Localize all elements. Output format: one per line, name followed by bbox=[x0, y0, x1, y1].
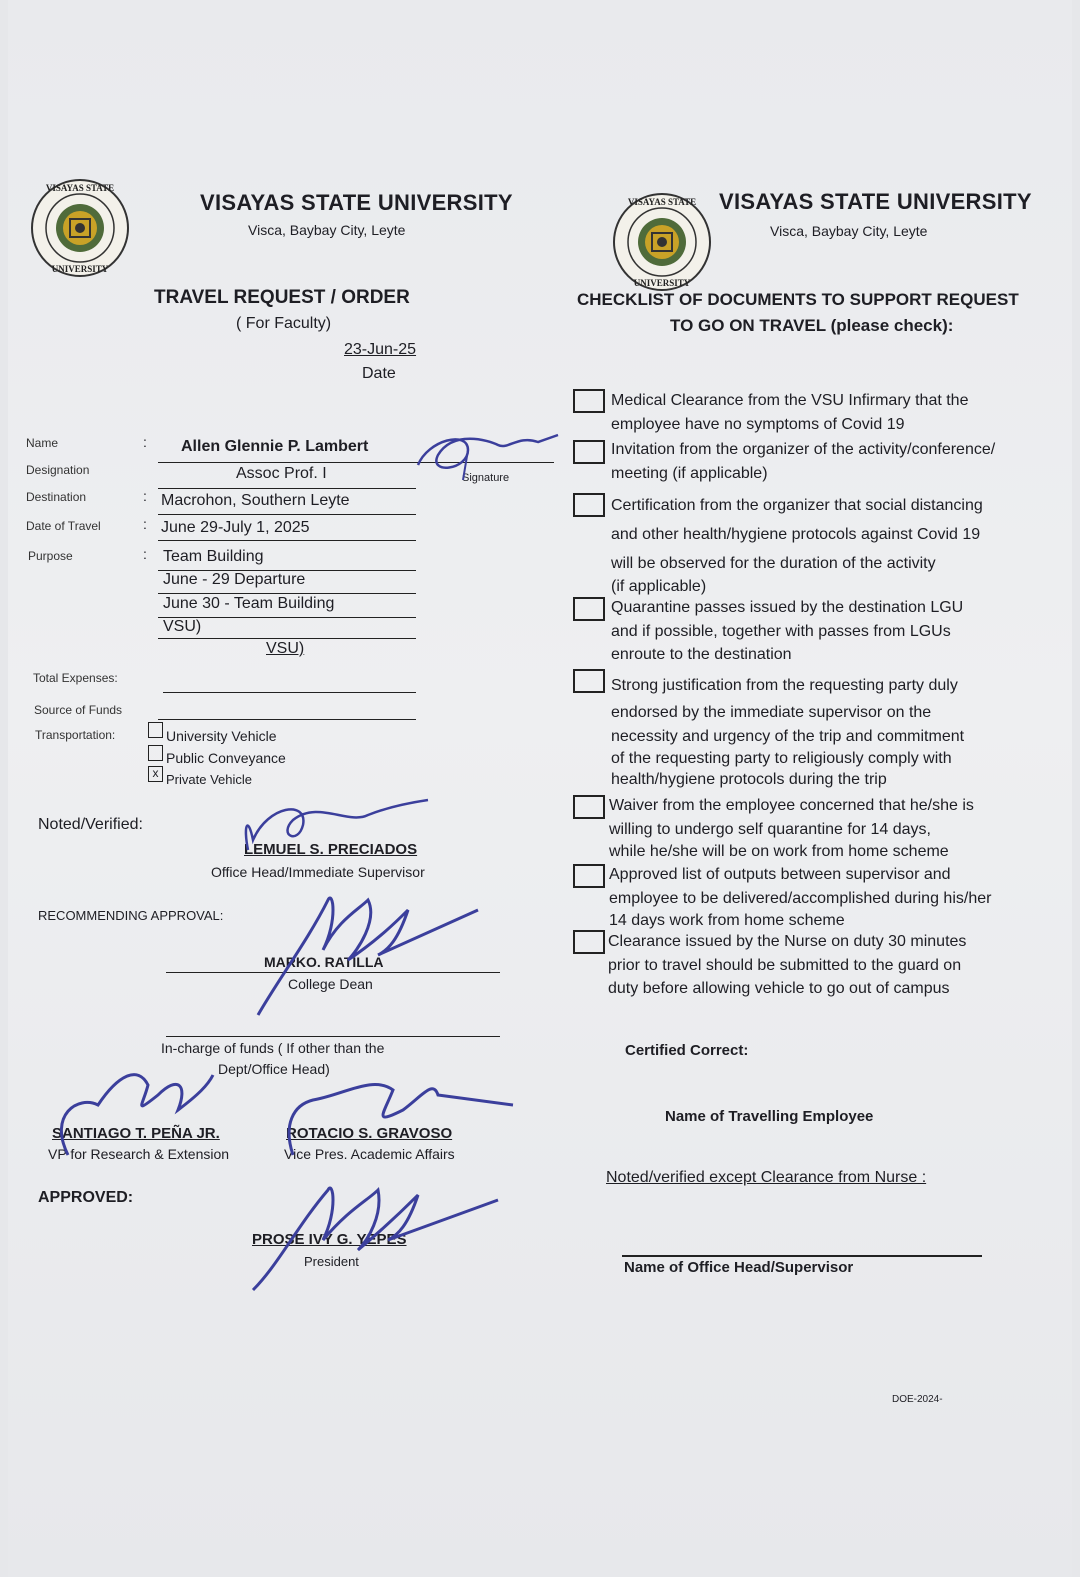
checklist-university-address: Visca, Baybay City, Leyte bbox=[770, 223, 928, 239]
designation-value: Assoc Prof. I bbox=[236, 465, 327, 482]
checklist-item-2: Invitation from the organizer of the activity/conference/ meeting (if applicable) bbox=[611, 441, 996, 482]
seal-bottom-text: UNIVERSITY bbox=[51, 264, 109, 274]
in-charge-funds-label: In-charge of funds ( If other than the bbox=[161, 1040, 385, 1056]
purpose-line-1: Team Building bbox=[163, 548, 264, 565]
seal-top-text: VISAYAS STATE bbox=[45, 183, 115, 193]
transportation-label: Transportation: bbox=[35, 728, 116, 742]
source-of-funds-label: Source of Funds bbox=[34, 703, 123, 717]
university-seal-icon bbox=[612, 192, 712, 292]
president-title: President bbox=[304, 1254, 359, 1269]
seal-bottom-text: UNIVERSITY bbox=[633, 278, 691, 288]
checklist-title-1: CHECKLIST OF DOCUMENTS TO SUPPORT REQUEST bbox=[577, 290, 1019, 309]
checklist-university-name: VISAYAS STATE UNIVERSITY bbox=[719, 189, 1032, 214]
form-code: DOE-2024- bbox=[892, 1394, 943, 1405]
document-page: VISAYAS STATE UNIVERSITY VISAYAS STATE UNIVERSITY Visca, Baybay City, Leyte TRAVEL REQUEST / ORDER ( For Faculty) 23-Jun-25 Date Name : Allen Glennie P. Lambert Signature Designation Assoc Prof. I Destination : Macrohon, Southern Leyte Date of Travel : June 29-July 1, 2025 Purpose : Team Building June - 29 Departure June 30 - Team Building VSU) VSU) Total Expenses: Source of Funds Transportation: University Vehicle Public Conveyance x Private Vehicle Noted/Verified: LEMUEL S. PRECIADOS Office Head/Immediate Supervisor RECOMMENDING APPROVAL: MARKO. RATILLA College Dean In-charge of funds ( If other than the Dept/Office Head) SANTIAGO T. PEÑA JR. VP for Research & Extension ROTACIO S. GRAVOSO Vice Pres. Academic Affairs APPROVED: PROSE IVY G. YEPES President VISAYAS STATE UNIVERSITY VISAYAS STATE UNIVERSITY Visca, Baybay City, Leyte CHECKLIST OF DOCUMENTS TO SUPPORT REQUEST TO GO ON TRAVEL (please check): Medical Clearance from the VSU Infirmary that the employee have no symptoms of Covid 19 Invitation from the organizer of the activity/conference/ meeting (if applicable) Certification from the organizer that social distancing and other health/hygiene protocols against Covid 19 will be observed for the duration of the activity (if applicable) Quarantine passes issued by the destination LGU and if possible, together with passes from LGUs enroute to the destination Strong justification from the requesting party duly endorsed by the immediate supervisor on the necessity and urgency of the trip and commitment of the requesting party to religiously comply with health/hygiene protocols during the trip Waiver from the employee concerned that he/she is willing to undergo self quarantine for 14 days, while he/she will be on work from home scheme Approved list of outputs between supervisor and employee to be delivered/accomplished during his/her 14 days work from home scheme Clearance issued by the Nurse on duty 30 minutes prior to travel should be submitted to the guard on duty before allowing vehicle to go out of campus Certified Correct: Name of Travelling Employee Noted/verified except Clearance from Nurse : Name of Office Head/Supervisor DOE-2024- bbox=[8, 0, 1072, 1577]
date-of-travel-label: Date of Travel bbox=[26, 519, 101, 533]
recommending-approval-label: RECOMMENDING APPROVAL: bbox=[38, 908, 224, 923]
purpose-line-2: June - 29 Departure bbox=[163, 571, 306, 588]
form-subtitle: ( For Faculty) bbox=[236, 315, 332, 332]
date-of-travel-value: June 29-July 1, 2025 bbox=[161, 519, 310, 536]
purpose-line-3: June 30 - Team Building bbox=[163, 595, 335, 612]
checklist-checkbox-1[interactable] bbox=[573, 389, 605, 413]
checklist-item-3: Certification from the organizer that social distancing and other health/hygiene protocols against Covid 19 will be observed for the duration of the activity (if applicable) bbox=[611, 497, 983, 595]
noted-by-name: LEMUEL S. PRECIADOS bbox=[244, 841, 418, 858]
noted-signature bbox=[228, 795, 438, 855]
checklist-checkbox-2[interactable] bbox=[573, 440, 605, 464]
university-vehicle-checkbox[interactable] bbox=[148, 722, 163, 738]
purpose-line-4: VSU) bbox=[163, 618, 202, 635]
office-head-label: Name of Office Head/Supervisor bbox=[624, 1259, 854, 1276]
supervisor-signature-line bbox=[622, 1255, 982, 1257]
checklist-checkbox-3[interactable] bbox=[573, 493, 605, 517]
dean-name: MARKO. RATILLA bbox=[264, 954, 384, 970]
university-vehicle-option: University Vehicle bbox=[166, 728, 277, 744]
university-address: Visca, Baybay City, Leyte bbox=[248, 222, 406, 238]
name-label: Name bbox=[26, 436, 59, 450]
private-vehicle-option: Private Vehicle bbox=[166, 772, 252, 787]
vp-research-title: VP for Research & Extension bbox=[48, 1146, 230, 1162]
checklist-item-6: Waiver from the employee concerned that he/she is willing to undergo self quarantine for 14 days, while he/she will be on work from home scheme bbox=[609, 797, 974, 860]
noted-by-title: Office Head/Immediate Supervisor bbox=[211, 864, 425, 880]
total-expenses-label: Total Expenses: bbox=[33, 671, 118, 685]
approved-label: APPROVED: bbox=[38, 1189, 134, 1206]
public-conveyance-checkbox[interactable] bbox=[148, 745, 163, 761]
checklist-item-8: Clearance issued by the Nurse on duty 30 minutes prior to travel should be submitted to the guard on duty before allowing vehicle to go out of campus bbox=[608, 933, 967, 997]
form-title: TRAVEL REQUEST / ORDER bbox=[154, 287, 410, 308]
vp-research-name: SANTIAGO T. PEÑA JR. bbox=[52, 1125, 220, 1142]
dean-signature bbox=[238, 880, 488, 1020]
vp-academic-name: ROTACIO S. GRAVOSO bbox=[286, 1125, 453, 1142]
request-date: 23-Jun-25 bbox=[344, 341, 417, 358]
designation-label: Designation bbox=[26, 463, 90, 477]
destination-value: Macrohon, Southern Leyte bbox=[161, 492, 350, 509]
vp-research-signature bbox=[38, 1055, 238, 1165]
checklist-checkbox-8[interactable] bbox=[573, 930, 605, 954]
vp-academic-title: Vice Pres. Academic Affairs bbox=[284, 1146, 455, 1162]
president-name: PROSE IVY G. YEPES bbox=[252, 1231, 407, 1248]
noted-verified-label: Noted/Verified: bbox=[38, 816, 143, 833]
vp-academic-signature bbox=[273, 1065, 523, 1165]
checklist-item-5: Strong justification from the requesting party duly endorsed by the immediate supervisor on the necessity and urgency of the trip and commitment of the requesting party to religiously comply with health/hygiene protocols during the trip bbox=[611, 677, 965, 788]
seal-top-text: VISAYAS STATE bbox=[627, 197, 697, 207]
university-name: VISAYAS STATE UNIVERSITY bbox=[200, 190, 513, 215]
destination-label: Destination bbox=[26, 490, 87, 504]
university-seal-icon bbox=[30, 178, 130, 278]
signature-label: Signature bbox=[462, 472, 510, 484]
checklist-item-7: Approved list of outputs between supervisor and employee to be delivered/accomplished during his/her 14 days work from home scheme bbox=[609, 866, 992, 929]
checklist-checkbox-6[interactable] bbox=[573, 795, 605, 819]
purpose-line-5: VSU) bbox=[266, 640, 305, 657]
certified-correct-label: Certified Correct: bbox=[625, 1042, 749, 1059]
checklist-title-2: TO GO ON TRAVEL (please check): bbox=[670, 316, 954, 335]
dean-title: College Dean bbox=[288, 976, 373, 992]
president-signature bbox=[238, 1165, 508, 1300]
name-value: Allen Glennie P. Lambert bbox=[181, 438, 369, 455]
public-conveyance-option: Public Conveyance bbox=[166, 750, 286, 766]
private-vehicle-checkbox[interactable]: x bbox=[148, 766, 163, 782]
traveling-employee-label: Name of Travelling Employee bbox=[665, 1108, 874, 1125]
noted-except-nurse-label: Noted/verified except Clearance from Nurse : bbox=[606, 1169, 927, 1186]
checklist-checkbox-5[interactable] bbox=[573, 669, 605, 693]
date-label: Date bbox=[362, 365, 396, 382]
purpose-label: Purpose bbox=[28, 549, 73, 563]
checklist-checkbox-7[interactable] bbox=[573, 864, 605, 888]
checklist-checkbox-4[interactable] bbox=[573, 597, 605, 621]
checklist-item-4: Quarantine passes issued by the destination LGU and if possible, together with passes from LGUs enroute to the destination bbox=[611, 599, 964, 663]
applicant-signature bbox=[408, 420, 568, 490]
checklist-item-1: Medical Clearance from the VSU Infirmary that the employee have no symptoms of Covid 19 bbox=[611, 392, 969, 433]
in-charge-funds-label-2: Dept/Office Head) bbox=[218, 1061, 330, 1077]
